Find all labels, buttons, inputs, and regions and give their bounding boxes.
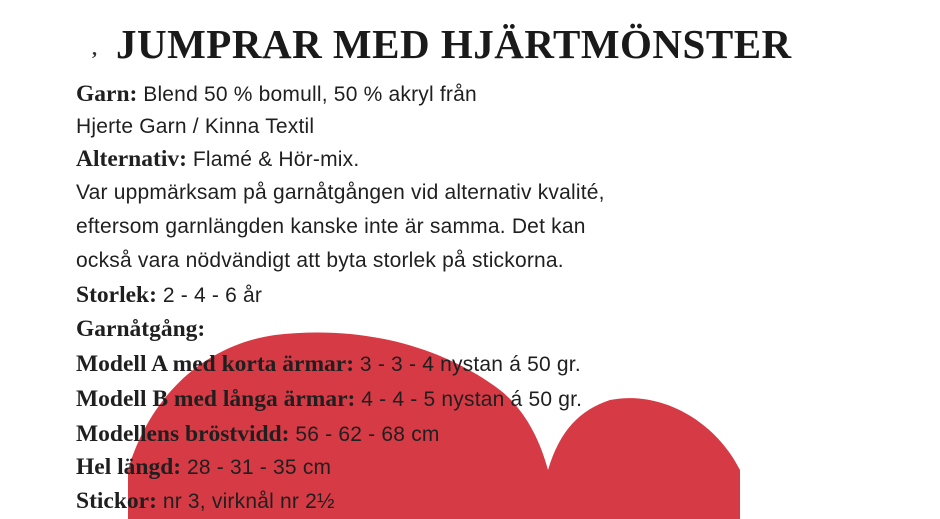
garn-line-2 [76,112,314,141]
note-line-1 [76,178,605,207]
langd-line [76,453,331,482]
alternativ-text: Flamé & Hör-mix. [192,148,360,171]
modell-a-line [76,350,581,379]
garn-text-2: Hjerte Garn / Kinna Textil [76,115,315,138]
garn-line [76,80,477,109]
alternativ-line [76,145,359,174]
langd-text: 28 - 31 - 35 cm [186,456,332,479]
alternativ-label: Alternativ: [76,146,187,172]
storlek-line [76,281,262,310]
note-text-2: eftersom garnlängden kanske inte är samma. Det kan [76,215,586,238]
garn-text: Blend 50 % bomull, 50 % akryl från [143,83,477,106]
note-text-1: Var uppmärksam på garnåtgången vid alternativ kvalité, [76,181,605,204]
brostvidd-line [76,420,440,449]
stickor-label: Stickor: [76,488,157,514]
note-text-3: också vara nödvändigt att byta storlek på stickorna. [76,249,564,272]
storlek-label: Storlek: [76,282,157,308]
garn-label: Garn: [76,81,138,107]
garnatgang-line [76,315,205,343]
modell-a-text: 3 - 3 - 4 nystan á 50 gr. [359,353,581,376]
modell-b-text: 4 - 4 - 5 nystan á 50 gr. [361,388,583,411]
storlek-text: 2 - 4 - 6 år [162,284,263,307]
brostvidd-text: 56 - 62 - 68 cm [295,423,440,446]
brostvidd-label: Modellens bröstvidd: [76,421,290,447]
modell-b-label: Modell B med långa ärmar: [76,386,356,412]
note-line-3 [76,246,564,275]
note-line-2 [76,212,586,241]
modell-a-label: Modell A med korta ärmar: [76,351,355,377]
stickor-text: nr 3, virknål nr 2½ [162,490,335,513]
modell-b-line [76,385,582,414]
langd-label: Hel längd: [76,454,182,480]
stickor-line [76,487,335,516]
garnatgang-label: Garnåtgång: [76,316,206,342]
title-bullet: , [92,38,97,60]
page-title: JUMPRAR MED HJÄRTMÖNSTER [116,21,792,67]
